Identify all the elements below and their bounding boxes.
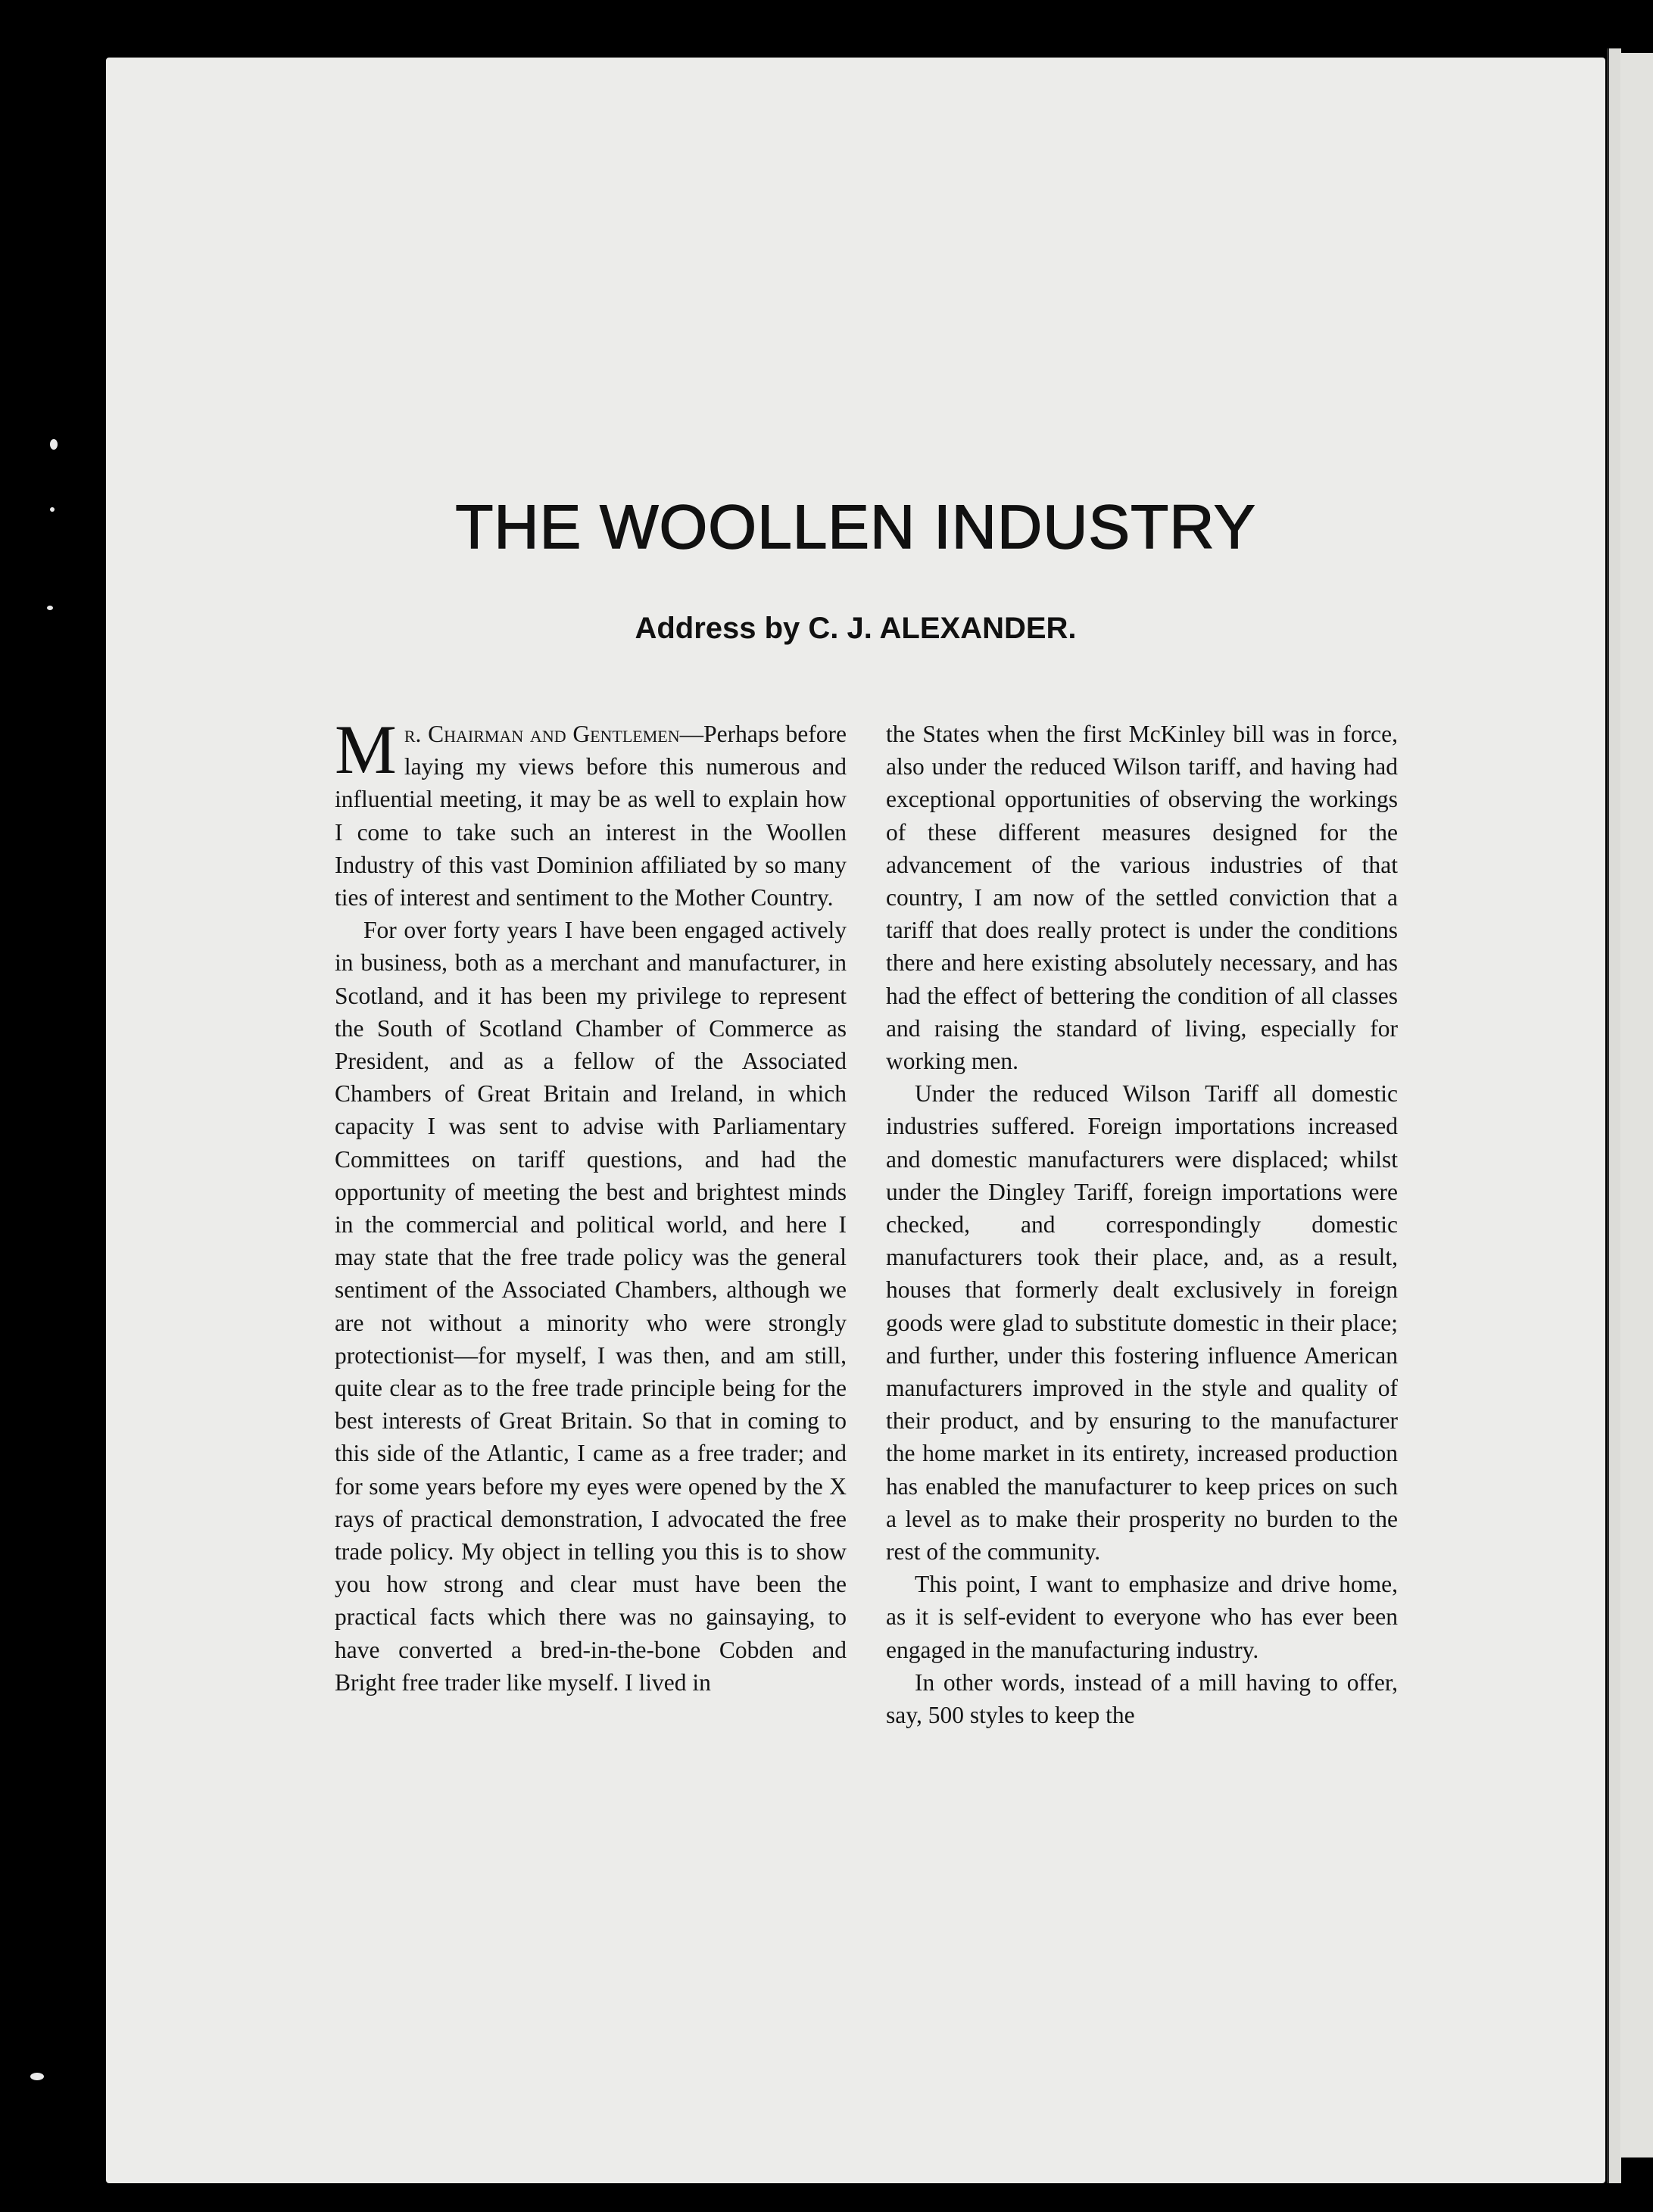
left-column xyxy=(335,711,847,1699)
paragraph: For over forty years I have been engaged actively in business, both as a merchant and manufacturer, in Scotland, and it has been my privilege to represent the South of Scotland Chamber of Commerce as President, and as a fellow of the Associated Chambers of Great Britain and Ireland, in which capacity I was sent to advise with Parliamentary Committees on tariff questions, and had the opportunity of meeting the best and brightest minds in the commercial and political world, and here I may state that the free trade policy was the general sentiment of the Associated Chambers, although we are not without a minority who were strongly protectionist—for myself, I was then, and am still, quite clear as to the free trade principle being for the best interests of Great Britain. So that in coming to this side of the Atlantic, I came as a free trader; and for some years before my eyes were opened by the X rays of practical demonstration, I advocated the free trade policy. My object in telling you this is to show you how strong and clear must have been the practical facts which there was no gainsaying, to have converted a bred-in-the-bone Cobden and Bright free trader like myself. I lived in xyxy=(335,917,847,1696)
paragraph: This point, I want to emphasize and drive home, as it is self-evident to everyone who has ever been engaged in the manufacturing industry. xyxy=(886,1571,1398,1663)
scan-speck xyxy=(50,507,55,512)
scan-speck xyxy=(47,606,53,610)
paragraph: the States when the first McKinley bill was in force, also under the reduced Wilson tariff, and having had exceptional opportunities of observing the workings of these different measures designed for the advancement of the various industries of that country, I am now of the settled conviction that a tariff that does really protect is under the conditions there and here existing absolutely necessary, and has had the effect of bettering the condition of all classes and raising the standard of living, especially for working men. xyxy=(886,721,1398,1075)
adjacent-page-strip xyxy=(1620,53,1653,2157)
paragraph: Under the reduced Wilson Tariff all domestic industries suffered. Foreign importations increased and domestic manufacturers were displaced; whilst under the Dingley Tariff, foreign importations were checked, and correspondingly domestic manufacturers took their place, and, as a result, houses that formerly dealt exclusively in foreign goods were glad to substitute domestic in their place; and further, under this fostering influence American manufacturers improved in the style and quality of their product, and by ensuring to the manufacturer the home market in its entirety, increased production has enabled the manufacturer to keep prices on such a level as to make their prosperity no burden to the rest of the community. xyxy=(886,1080,1398,1566)
article-byline: Address by C. J. ALEXANDER. xyxy=(635,612,1077,645)
article-title: THE WOOLLEN INDUSTRY xyxy=(455,493,1256,562)
paragraph: In other words, instead of a mill having to offer, say, 500 styles to keep the xyxy=(886,1668,1398,1729)
drop-cap: M xyxy=(335,711,397,788)
opening-salutation: r. Chairman and Gentlemen xyxy=(404,721,680,747)
opening-text: —Perhaps before laying my views before this numerous and influential meeting, it may be as well to explain how I come to take such an interest in the Woollen Industry of this vast Dominion affiliated by so many ties of interest and sentiment to the Mother Country. xyxy=(335,721,847,911)
opening-paragraph xyxy=(335,711,847,914)
right-column xyxy=(886,718,1398,1731)
scan-speck xyxy=(30,2073,44,2080)
scan-speck xyxy=(50,439,58,450)
adjacent-page-edge xyxy=(1607,48,1621,2183)
